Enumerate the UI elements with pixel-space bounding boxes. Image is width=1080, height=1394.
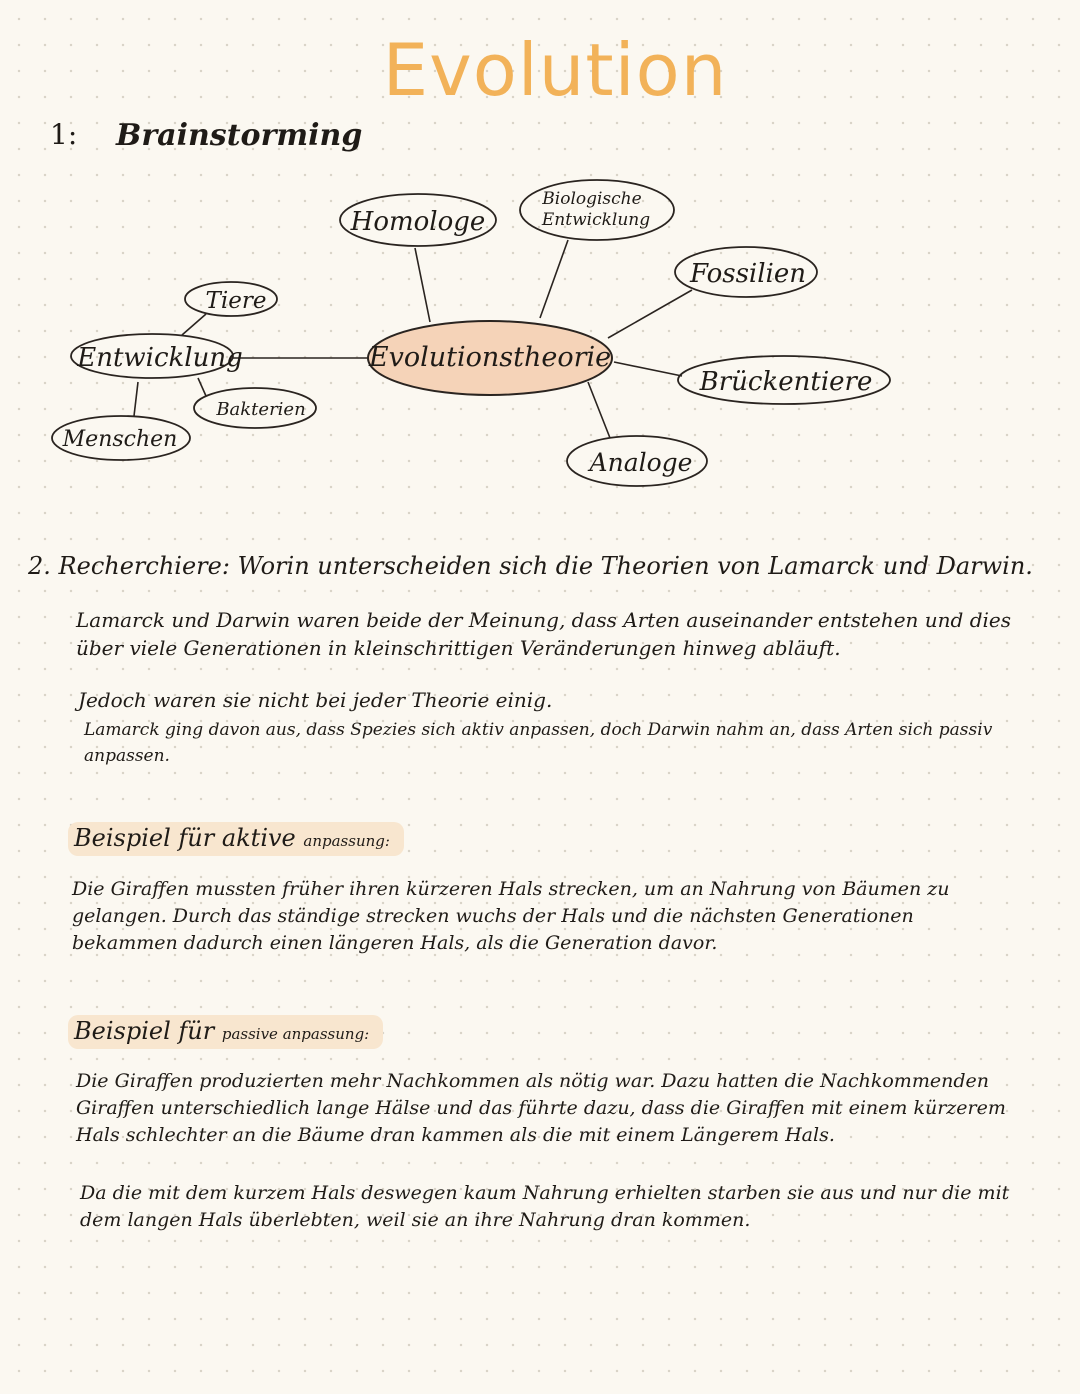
center-node-label: Evolutionstheorie xyxy=(368,342,612,373)
example-active-heading-small: anpassung: xyxy=(303,832,390,850)
node-fossilien-label: Fossilien xyxy=(689,259,807,289)
node-tiere-label: Tiere xyxy=(205,288,267,314)
connector-analoge xyxy=(588,382,610,438)
node-entwicklung-left-label: Entwicklung xyxy=(77,343,243,373)
connector-tiere xyxy=(182,314,206,335)
example-passive-heading-main: Beispiel für xyxy=(74,1017,215,1045)
connector-menschen xyxy=(134,382,138,416)
paragraph-2: Jedoch waren sie nicht bei jeder Theorie einig. xyxy=(78,688,553,712)
section-1-title: Brainstorming xyxy=(116,118,363,153)
example-active-text: Die Giraffen mussten früher ihren kürzeren Hals strecken, um an Nahrung von Bäumen zu gelangen. Durch das ständige strecken wuchs der Hals und die nächsten Generationen bekammen dadurch einen längeren Hals, als die Generation davor. xyxy=(72,878,950,954)
example-passive-heading xyxy=(68,1015,383,1049)
section-2-question-text: Recherchiere: Worin unterscheiden sich die Theorien von Lamarck und Darwin. xyxy=(58,552,1033,580)
paragraph-1: Lamarck und Darwin waren beide der Meinung, dass Arten auseinander entstehen und dies über viele Generationen in kleinschrittigen Veränderungen hinweg abläuft. xyxy=(76,608,1011,660)
node-homologe-label: Homologe xyxy=(350,207,486,237)
node-analoge-label: Analoge xyxy=(589,448,693,477)
connector-bakterien xyxy=(198,378,206,396)
example-passive-text-1: Die Giraffen produzierten mehr Nachkommen als nötig war. Dazu hatten die Nachkommenden Giraffen unterschiedlich lange Hälse und das führte dazu, dass die Giraffen mit einem kürzerem Hals schlechter an die Bäume dran kammen als die mit einem Längerem Hals. xyxy=(76,1070,1006,1146)
node-brueckentiere-label: Brückentiere xyxy=(699,367,873,397)
section-2-question xyxy=(28,552,1033,580)
connector-homologe xyxy=(415,248,430,322)
example-passive-text-2: Da die mit dem kurzem Hals deswegen kaum Nahrung erhielten starben sie aus und nur die mit dem langen Hals überlebten, weil sie an ihre Nahrung dran kommen. xyxy=(80,1182,1010,1231)
node-menschen-label: Menschen xyxy=(62,427,178,452)
mindmap xyxy=(0,170,1080,500)
connector-biologische xyxy=(540,240,568,318)
connector-brueckentiere xyxy=(614,362,682,376)
node-bakterien-label: Bakterien xyxy=(216,399,306,420)
section-2-number: 2. xyxy=(28,552,51,580)
page-title: Evolution xyxy=(382,28,728,112)
node-biologische-label: Biologische xyxy=(542,189,642,209)
example-active-heading-main: Beispiel für aktive xyxy=(74,824,296,852)
node-entwicklung-label: Entwicklung xyxy=(541,210,651,230)
example-active-heading xyxy=(68,822,404,856)
example-passive-heading-small: passive anpassung: xyxy=(221,1025,370,1043)
connector-fossilien xyxy=(608,290,692,338)
paragraph-3: Lamarck ging davon aus, dass Spezies sich aktiv anpassen, doch Darwin nahm an, dass Arten sich passiv anpassen. xyxy=(84,720,993,766)
section-1-number: 1: xyxy=(50,118,78,151)
